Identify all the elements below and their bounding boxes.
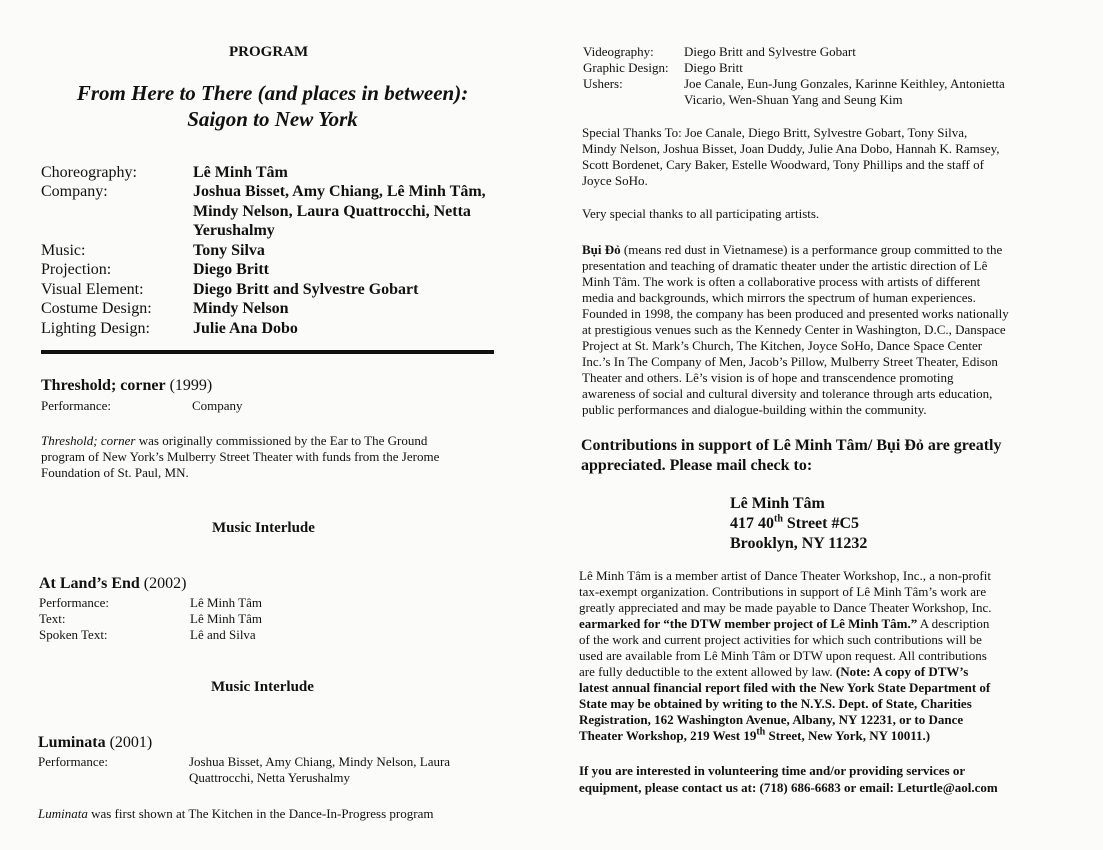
program-heading: PROGRAM [229,44,309,60]
dtw-line6: used are available from Lê Minh Tâm or DTW upon request. All contributions [579,648,987,663]
special-thanks [582,125,1000,189]
videography-label: Videography: [583,44,654,59]
ushers-value-1: Joe Canale, Eun-Jung Gonzales, Karinne Keithley, Antonietta [684,76,1005,91]
special-thanks-line1: Special Thanks To: Joe Canale, Diego Britt, Sylvestre Gobart, Tony Silva, [582,125,968,140]
videography-value: Diego Britt and Sylvestre Gobart [684,44,856,59]
piece3-performance-value-2: Quattrocchi, Netta Yerushalmy [189,770,351,785]
address-street: 417 40th Street #C5 [730,513,860,532]
about-line6: at prestigious venues such as the Kennedy Center in Washington, D.C., Danspace [582,322,1006,337]
piece2-value-spoken: Lê and Silva [190,627,256,642]
about-line2: presentation and teaching of dramatic theater under the artistic direction of Lê [582,258,988,273]
about-line10: awareness of social and cultural diversity and tolerance through arts education, [582,386,993,401]
dtw-line10: Registration, 162 Washington Avenue, Albany, NY 12231, or to Dance [579,712,964,727]
program-title [0,80,545,132]
piece1-year: (1999) [169,377,213,394]
special-thanks-line3: Scott Bordenet, Cary Baker, Estelle Woodward, Tony Phillips and the staff of [582,157,984,172]
credit-label-projection: Projection: [41,261,112,278]
credit-value-music: Tony Silva [193,242,265,259]
dtw-line8: latest annual financial report filed with the New York State Department of [579,680,991,695]
ushers-value-2: Vicario, Wen-Shuan Yang and Seung Kim [684,92,903,107]
about-paragraph [582,242,1009,418]
about-line11: public performances and dialogue-building within the community. [582,402,927,417]
piece3-note [38,806,433,822]
piece2-label-spoken: Spoken Text: [39,627,108,642]
music-interlude-1: Music Interlude [212,520,315,536]
piece1-note [41,433,491,481]
piece1-performance-label: Performance: [41,398,112,413]
contributions-heading [581,436,1002,476]
about-line3: Minh Tâm. The work is often a collaborative process with artists of different [582,274,981,289]
ushers-label: Ushers: [583,76,623,91]
piece2-heading [39,575,186,593]
piece2-label-text: Text: [39,611,66,626]
program-title-line1: From Here to There (and places in between): [76,81,469,105]
piece1-note-line3: Foundation of St. Paul, MN. [41,465,189,480]
contributions-line2: appreciated. Please mail check to: [581,457,813,474]
credit-label-lighting: Lighting Design: [41,320,150,337]
very-special-thanks: Very special thanks to all participating artists. [582,206,820,221]
address-name: Lê Minh Tâm [730,495,825,512]
credit-value-lighting: Julie Ana Dobo [193,320,298,337]
about-line8: Inc.’s In The Company of Men, Jacob’s Pillow, Mulberry Street Theater, Edison [582,354,998,369]
credit-label-visual: Visual Element: [41,281,144,298]
credit-label-company: Company: [41,183,108,200]
credit-label-choreography: Choreography: [41,164,137,181]
program-title-line2: Saigon to New York [187,107,358,131]
about-line7: Project at St. Mark’s Church, The Kitchen, Joyce SoHo, Dance Space Center [582,338,983,353]
about-line9: Theater and others. Lê’s vision is of hope and transcendence promoting [582,370,954,385]
piece1-note-line1: was originally commissioned by the Ear to The Ground [135,433,428,448]
special-thanks-line2: Mindy Nelson, Joshua Bisset, Joan Duddy, Julie Ana Dobo, Hannah K. Ramsey, [582,141,1000,156]
credit-value-company-3: Yerushalmy [193,222,275,239]
piece3-note-text: was first shown at The Kitchen in the Dance-In-Progress program [87,806,434,821]
piece1-performance-value: Company [192,398,243,413]
piece3-note-title: Luminata [38,806,88,821]
credit-label-costume: Costume Design: [41,300,152,317]
piece1-note-line2: program of New York’s Mulberry Street Theater with funds from the Jerome [41,449,440,464]
piece3-performance-label: Performance: [38,754,109,769]
contributions-line1: Contributions in support of Lê Minh Tâm/ Bụi Đỏ are greatly [581,437,1002,454]
credit-value-company-2: Mindy Nelson, Laura Quattrocchi, Netta [193,203,471,220]
piece3-performance-value-1: Joshua Bisset, Amy Chiang, Mindy Nelson, Laura [189,754,451,769]
piece1-heading [41,377,212,395]
about-line1: (means red dust in Vietnamese) is a performance group committed to the [620,242,1003,257]
dtw-line11: Theater Workshop, 219 West 19th Street, New York, NY 10011.) [579,726,931,743]
section-divider [41,350,494,354]
dtw-line4: earmarked for “the DTW member project of Lê Minh Tâm.” A description [579,616,990,631]
credit-value-visual: Diego Britt and Sylvestre Gobart [193,281,419,298]
dtw-line2: tax-exempt organization. Contributions in support of Lê Minh Tâm’s work are [579,584,987,599]
piece3-heading [38,734,152,752]
piece1-title: Threshold; corner [41,377,166,394]
credit-value-projection: Diego Britt [193,261,269,278]
piece2-value-performance: Lê Minh Tâm [190,595,262,610]
dtw-line1: Lê Minh Tâm is a member artist of Dance Theater Workshop, Inc., a non-profit [579,568,991,583]
special-thanks-line4: Joyce SoHo. [582,173,648,188]
piece2-value-text: Lê Minh Tâm [190,611,262,626]
music-interlude-2: Music Interlude [211,679,314,695]
about-line4: media and backgrounds, which mirrors the spectrum of human experiences. [582,290,976,305]
piece3-title: Luminata [38,734,106,751]
piece2-title: At Land’s End [39,575,140,592]
credit-value-costume: Mindy Nelson [193,300,289,317]
dtw-line3: greatly appreciated and may be made payable to Dance Theater Workshop, Inc. [579,600,992,615]
dtw-line7: are fully deductible to the extent allowed by law. (Note: A copy of DTW’s [579,664,969,679]
volunteer-line1: If you are interested in volunteering time and/or providing services or [579,763,966,778]
dtw-line5: of the work and current project activities for which such contributions will be [579,632,982,647]
dtw-line9: State may be obtained by writing to the N.Y.S. Dept. of State, Charities [579,696,972,711]
mailing-address [730,494,867,554]
graphic-design-label: Graphic Design: [583,60,669,75]
about-line5: Founded in 1998, the company has been produced and presented works nationally [582,306,1009,321]
piece2-label-performance: Performance: [39,595,110,610]
graphic-design-value: Diego Britt [684,60,743,75]
about-company-name: Bụi Đỏ [582,242,621,257]
volunteer-note [579,762,998,796]
piece3-year: (2001) [109,734,153,751]
piece1-note-title: Threshold; corner [41,433,136,448]
credit-value-choreography: Lê Minh Tâm [193,164,288,181]
credit-label-music: Music: [41,242,86,259]
volunteer-line2: equipment, please contact us at: (718) 686-6683 or email: Leturtle@aol.com [579,780,998,795]
dtw-paragraph [579,568,992,744]
address-city: Brooklyn, NY 11232 [730,535,868,552]
piece2-year: (2002) [143,575,187,592]
credit-value-company-1: Joshua Bisset, Amy Chiang, Lê Minh Tâm, [193,183,486,200]
